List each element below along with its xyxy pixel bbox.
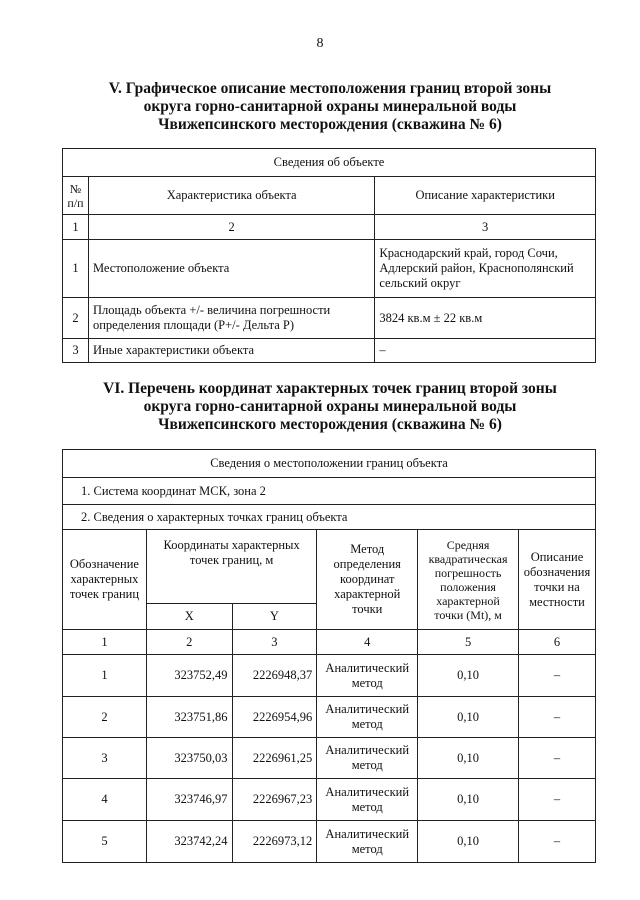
table-row [63,240,596,298]
index-cell: 1 [63,215,89,240]
index-cell: 1 [63,630,147,655]
method: Аналитический метод [317,821,418,863]
location-info-header: Сведения о местоположении границ объекта [63,450,596,478]
coord-x: 323746,97 [146,779,232,821]
row-char: Иные характеристики объекта [88,339,374,363]
row-num: 3 [63,339,89,363]
coord-system-line: 1. Система координат МСК, зона 2 [63,478,596,505]
points-info-line: 2. Сведения о характерных точках границ объекта [63,505,596,530]
section6-title-line: VI. Перечень координат характерных точек границ второй зоны [103,380,557,397]
method: Аналитический метод [317,697,418,738]
table-row [63,298,596,339]
point-label: 1 [63,655,147,697]
error-value: 0,10 [418,655,519,697]
table-row [63,339,596,363]
table-row [63,697,596,738]
section5-title [40,80,620,134]
point-desc: – [518,738,595,779]
index-cell: 3 [232,630,317,655]
section5-title-line: округа горно-санитарной охраны минеральной воды [143,98,517,115]
col-desc-header: Описание характеристики [375,177,596,215]
row-desc: – [375,339,596,363]
coord-y: 2226967,23 [232,779,317,821]
table-row [63,738,596,779]
error-value: 0,10 [418,821,519,863]
section6-title [40,380,620,434]
coord-y: 2226954,96 [232,697,317,738]
point-label: 2 [63,697,147,738]
error-value: 0,10 [418,779,519,821]
col-num-header: № п/п [63,177,89,215]
section6-title-line: Чвижепсинского месторождения (скважина № 6) [158,416,502,433]
page-number: 8 [316,36,324,51]
point-desc: – [518,779,595,821]
coord-y: 2226973,12 [232,821,317,863]
object-info-header: Сведения об объекте [63,149,596,177]
table-row [63,655,596,697]
col-x-header: X [146,604,232,630]
index-cell: 2 [88,215,374,240]
row-desc: 3824 кв.м ± 22 кв.м [375,298,596,339]
row-char: Местоположение объекта [88,240,374,298]
point-desc: – [518,821,595,863]
row-num: 1 [63,240,89,298]
method: Аналитический метод [317,738,418,779]
error-value: 0,10 [418,697,519,738]
point-desc: – [518,655,595,697]
object-info-table [62,148,596,363]
point-label: 4 [63,779,147,821]
method: Аналитический метод [317,655,418,697]
index-cell: 2 [146,630,232,655]
coordinates-table [62,449,596,863]
index-cell: 5 [418,630,519,655]
table-row [63,821,596,863]
point-label: 3 [63,738,147,779]
coord-x: 323742,24 [146,821,232,863]
col-error-header: Средняя квадратическая погрешность положения характерной точки (Mt), м [418,530,519,630]
row-char: Площадь объекта +/- величина погрешности определения площади (P+/- Дельта P) [88,298,374,339]
col-method-header: Метод определения координат характерной точки [317,530,418,630]
coord-x: 323750,03 [146,738,232,779]
index-cell: 3 [375,215,596,240]
col-y-header: Y [232,604,317,630]
col-char-header: Характеристика объекта [88,177,374,215]
row-desc: Краснодарский край, город Сочи, Адлерский район, Краснополянский сельский округ [375,240,596,298]
table-row [63,779,596,821]
col-point-header: Обозначение характерных точек границ [63,530,147,630]
section6-title-line: округа горно-санитарной охраны минеральной воды [143,398,517,415]
method: Аналитический метод [317,779,418,821]
point-desc: – [518,697,595,738]
index-cell: 4 [317,630,418,655]
col-desc-header: Описание обозначения точки на местности [518,530,595,630]
section5-title-line: V. Графическое описание местоположения границ второй зоны [108,80,552,97]
coord-x: 323752,49 [146,655,232,697]
coord-y: 2226948,37 [232,655,317,697]
point-label: 5 [63,821,147,863]
index-cell: 6 [518,630,595,655]
col-coords-header: Координаты характерных точек границ, м [146,530,316,604]
coord-x: 323751,86 [146,697,232,738]
row-num: 2 [63,298,89,339]
error-value: 0,10 [418,738,519,779]
coord-y: 2226961,25 [232,738,317,779]
section5-title-line: Чвижепсинского месторождения (скважина № 6) [158,116,502,133]
